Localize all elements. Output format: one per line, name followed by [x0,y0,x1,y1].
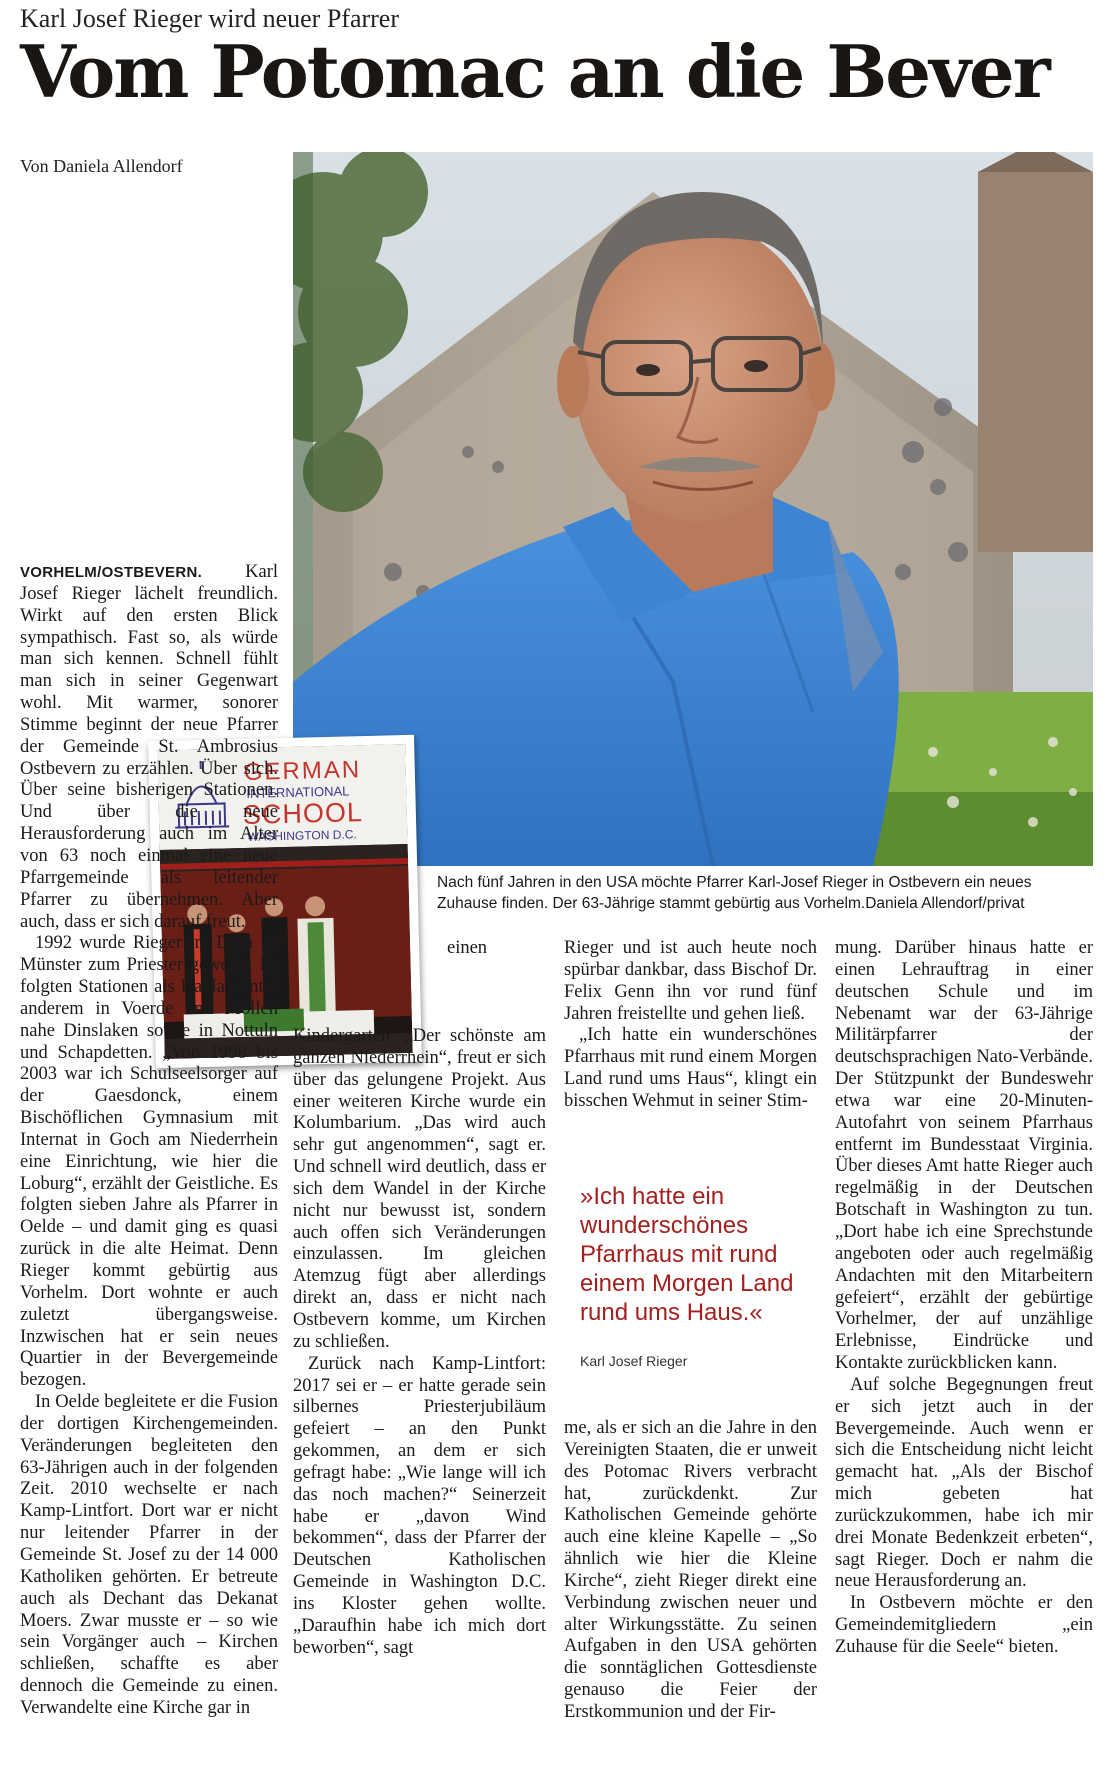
article-paragraph: 1992 wurde Rieger im Dom zu Münster zum Priester geweiht. Es folgten Stationen als Kaplan unter anderem in Voerde und Möllen nahe Dinslaken sowie in Nottuln und Schapdetten. „Von 1998 bis 2003 war ich Schulseelsorger auf der Gaesdonck, einem Bischöflichen Gymnasium mit Internat in Goch am Niederrhein eine Einrichtung, wie hier die Loburg“, erzählt der Geistliche. Es folgten sieben Jahre als Pfarrer in Oelde – und damit ging es quasi zurück in die alte Heimat. Denn Rieger kommt gebürtig aus Vorhelm. Dort wohnte er auch zuletzt übergangsweise. Inzwischen hat er sein neues Quartier in der Bevergemeinde bezogen. [20,933,278,1391]
banner-text-school: SCHOOL [242,797,364,830]
banner-text-washington: WASHINGTON D.C. [247,827,357,844]
inset-photo-float-space [293,938,441,1026]
article-paragraph: einen Kindergarten. „Der schönste am ganzen Niederrhein“, freut er sich über das gelungene Projekt. Aus einer weiteren Kirche wurde ein Kolumbarium. „Das wird auch sehr gut angenommen“, sagt er. Und schnell wird deutlich, dass er sich dem Wandel in der Kirche nicht nur bewusst ist, sondern auch offen sich Veränderungen einzulassen. Im gleichen Atemzug fügt aber allerdings direkt an, dass er nicht nach Ostbevern komme, um Kirchen zu schließen. [293,938,546,1352]
article-byline: Von Daniela Allendorf [20,156,183,176]
article-paragraph: In Ostbevern möchte er den Gemeindemitgliedern „ein Zuhause für die Seele“ bieten. [835,1593,1093,1657]
banner-text-german: GERMAN [243,756,362,786]
article-paragraph: „Ich hatte ein wunderschönes Pfarrhaus mit rund einem Morgen Land rund ums Haus“, klingt ein bisschen Wehmut in seiner Stim- [564,1025,817,1111]
article-column-1 [20,200,278,1720]
article-paragraph: Zurück nach Kamp-Lintfort: 2017 sei er – er hatte gerade sein silbernes Priesterjubiläum gefeiert – an den Punkt gekommen, an dem er sich gefragt habe: „Wie lange will ich das noch machen?“ Seinerzeit habe er „davon Wind bekommen“, dass der Pfarrer der Deutschen Katholischen Gemeinde in Washington D.C. ins Kloster gehen wollte. „Daraufhin habe ich mich dort beworben“, sagt [293,1353,546,1658]
article-kicker: Karl Josef Rieger wird neuer Pfarrer [20,4,400,33]
article-paragraph: Rieger und ist auch heute noch spürbar dankbar, dass Bischof Dr. Felix Genn ihn vor rund fünf Jahren freistellte und gehen ließ. [564,938,817,1024]
pull-quote-author: Karl Josef Rieger [580,1353,688,1369]
pull-quote-text: »Ich hatte ein wunderschönes Pfarrhaus mit rund einem Morgen Land rund ums Haus.« [580,1183,794,1326]
article-paragraph: me, als er sich an die Jahre in den Vereinigten Staaten, die er unweit des Potomac Rivers verbracht hat, zurückdenkt. Zur Katholischen Gemeinde gehörte auch eine kleine Kapelle – „So ähnlich wie hier die Kleine Kirche“, zieht Rieger direkt eine Verbindung zwischen neuer und alter Wirkungsstätte. Zu seinen Aufgaben in den USA gehörten die sonntäglichen Gottesdienste genauso die Feier der Erstkommunion und der Fir- [564,1418,817,1722]
article-column-4 [835,938,1093,1659]
article-column-2 [293,938,546,1659]
article-paragraph: Auf solche Begegnungen freut er sich jetzt auch in der Bevergemeinde. Auch wenn er sich die Entscheidung nicht leicht gemacht hat. „Als der Bischof mich gebeten hat zurückzukommen, habe ich mir drei Monate Bedenkzeit erbeten“, sagt Rieger. Doch er nahm die neue Herausforderung an. [835,1374,1093,1592]
inset-photo-float-space [126,200,278,562]
photo-caption: Nach fünf Jahren in den USA möchte Pfarrer Karl-Josef Rieger in Ostbevern ein neues Zuhause finden. Der 63-Jährige stammt gebürtig aus Vorhelm.Daniela Allendorf/privat [437,874,1032,912]
article-paragraph: VORHELM/OSTBEVERN. Karl Josef Rieger lächelt freundlich. Wirkt auf den ersten Blick sympathisch. Fast so, als würde man sich kennen. Schnell fühlt man sich in seiner Gegenwart wohl. Mit warmer, sonorer Stimme beginnt der neue Pfarrer der Gemeinde St. Ambrosius Ostbevern zu erzählen. Über sich. Über seine bisherigen Stationen. Und über die neue Herausforderung auch im Alter von 63 noch einmal eine neue Pfarrgemeinde als leitender Pfarrer zu übernehmen. Aber auch, dass er sich darauf freut. [20,562,278,932]
article-column-3 [564,938,817,1113]
article-headline: Vom Potomac an die Bever [20,29,1049,114]
article-paragraph: In Oelde begleitete er die Fusion der dortigen Kirchengemeinden. Veränderungen begleiteten den 63-Jährigen auch in der folgenden Zeit. 2010 wechselte er nach Kamp-Lintfort. Dort war er nicht nur leitender Pfarrer in der Gemeinde St. Josef zu der 14 000 Katholiken gehörten. Er betreute auch als Dechant das Dekanat Moers. Zwar musste er – so wie sein Vorgänger auch – Kirchen schließen, schaffte es aber dennoch die Gemeinde zu einen. Verwandelte eine Kirche gar in [20,1392,278,1718]
article-column-3-continued [564,1418,817,1724]
article-paragraph: mung. Darüber hinaus hatte er einen Lehrauftrag in einer deutschen Schule und im Nebenamt war der 63-Jährige Militärpfarrer der deutschsprachigen Nato-Verbände. Der Stützpunkt der Bundeswehr etwa war eine 20-Minuten-Autofahrt von seinem Pfarrhaus entfernt im Bundesstaat Virginia. Über dieses Amt hatte Rieger auch regelmäßig in der Deutschen Botschaft in Washington zu tun. „Dort habe ich eine Sprechstunde angeboten oder auch regelmäßig Andachten mit den Mitarbeitern gefeiert“, erzählt der gebürtige Vorhelmer, der auf unzählige Erlebnisse, Eindrücke und Kontakte zurückblicken kann. [835,938,1093,1374]
article-dateline: VORHELM/OSTBEVERN. [20,564,203,581]
banner-text-international: INTERNATIONAL [246,783,350,801]
pull-quote [564,1168,817,1412]
